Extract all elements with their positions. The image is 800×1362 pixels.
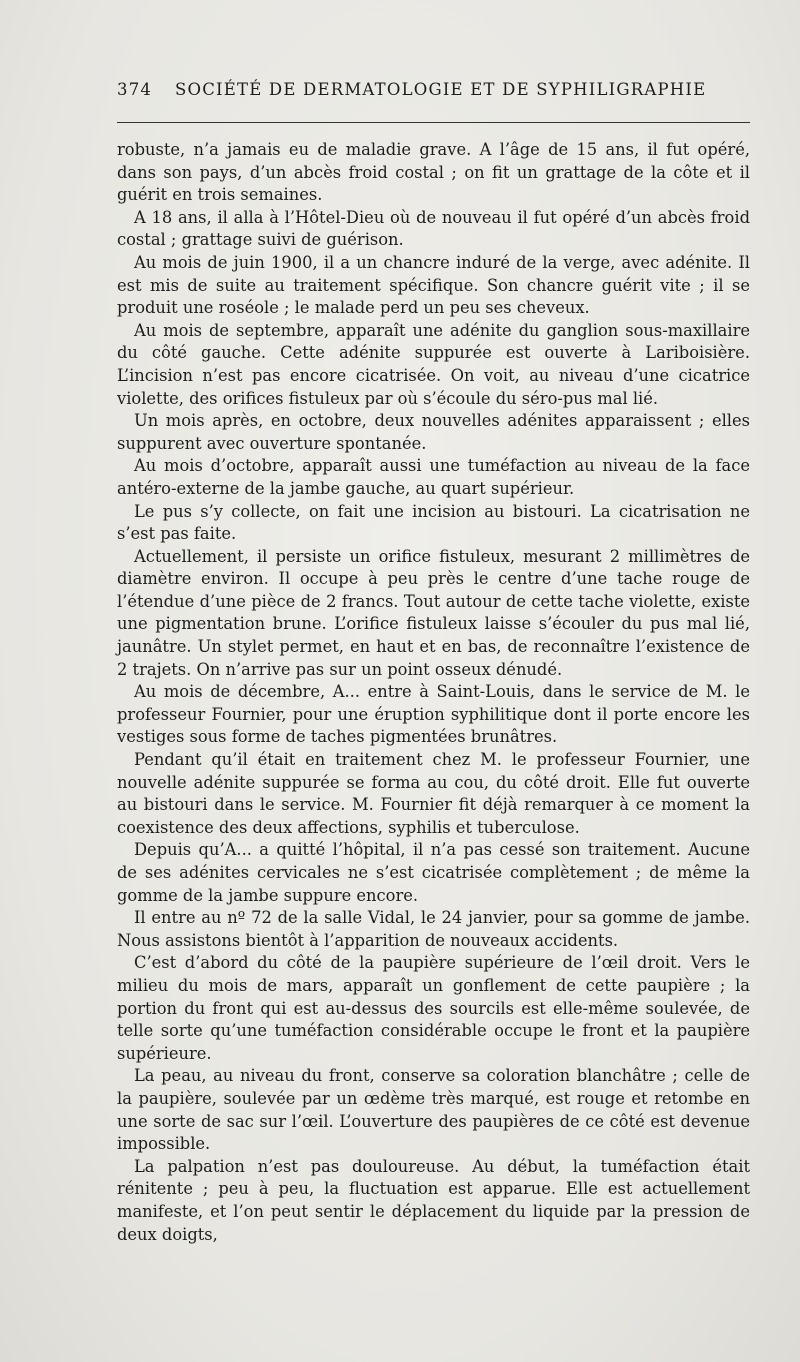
paragraph: Au mois de décembre, A... entre à Saint-Louis, dans le service de M. le professeur Fournier, pour une éruption syphilitique dont il porte encore les vestiges sous forme de taches pigmentées brunâtres. — [117, 682, 750, 747]
paragraph: La peau, au niveau du front, conserve sa coloration blanchâtre ; celle de la paupière, soulevée par un œdème très marqué, est rouge et retombe en une sorte de sac sur l’œil. L’ouverture des paupières de ce côté est devenue impossible. — [117, 1066, 750, 1154]
page-number: 374 — [117, 80, 153, 99]
paragraph: Au mois d’octobre, apparaît aussi une tuméfaction au niveau de la face antéro-externe de la jambe gauche, au quart supérieur. — [117, 456, 750, 498]
paragraph: La palpation n’est pas douloureuse. Au début, la tuméfaction était rénitente ; peu à peu, la fluctuation est apparue. Elle est actuellement manifeste, et l’on peut sentir le déplacement du liquide par la pression de deux doigts, — [117, 1156, 750, 1244]
paragraph: Depuis qu’A... a quitté l’hôpital, il n’a pas cessé son traitement. Aucune de ses adénites cervicales ne s’est cicatrisée complètement ; de même la gomme de la jambe suppure encore. — [117, 840, 750, 905]
paragraph: C’est d’abord du côté de la paupière supérieure de l’œil droit. Vers le milieu du mois de mars, apparaît un gonflement de cette paupière ; la portion du front qui est au-dessus des sourcils est elle-même soulevée, de telle sorte qu’une tuméfaction considérable occupe le front et la paupière supérieure. — [117, 953, 750, 1063]
paragraph: Le pus s’y collecte, on fait une incision au bistouri. La cicatrisation ne s’est pas faite. — [117, 501, 750, 544]
paragraph: Il entre au nº 72 de la salle Vidal, le 24 janvier, pour sa gomme de jambe. Nous assistons bientôt à l’apparition de nouveaux accidents. — [117, 908, 750, 950]
body-text — [117, 139, 750, 1246]
running-title: SOCIÉTÉ DE DERMATOLOGIE ET DE SYPHILIGRAPHIE — [175, 80, 707, 99]
page-header — [117, 80, 750, 104]
header-rule — [117, 122, 750, 123]
paragraph: Pendant qu’il était en traitement chez M. le professeur Fournier, une nouvelle adénite suppurée se forma au cou, du côté droit. Elle fut ouverte au bistouri dans le service. M. Fournier fit déjà remarquer à ce moment la coexistence des deux affections, syphilis et tuberculose. — [117, 750, 750, 837]
paragraph: Un mois après, en octobre, deux nouvelles adénites apparaissent ; elles suppurent avec ouverture spontanée. — [117, 411, 750, 453]
paragraph: Actuellement, il persiste un orifice fistuleux, mesurant 2 millimètres de diamètre environ. Il occupe à peu près le centre d’une tache rouge de l’étendue d’une pièce de 2 francs. Tout autour de cette tache violette, existe une pigmentation brune. L’orifice fistuleux laisse s’écouler du pus mal lié, jaunâtre. Un stylet permet, en haut et en bas, de reconnaître l’existence de 2 trajets. On n’arrive pas sur un point osseux dénudé. — [117, 546, 750, 679]
paragraph: robuste, n’a jamais eu de maladie grave. A l’âge de 15 ans, il fut opéré, dans son pays, d’un abcès froid costal ; on fit un grattage de la côte et il guérit en trois semaines. — [117, 140, 750, 205]
paragraph: A 18 ans, il alla à l’Hôtel-Dieu où de nouveau il fut opéré d’un abcès froid costal ; grattage suivi de guérison. — [117, 207, 750, 250]
paragraph: Au mois de septembre, apparaît une adénite du ganglion sous-maxillaire du côté gauche. Cette adénite suppurée est ouverte à Lariboisière. L’incision n’est pas encore cicatrisée. On voit, au niveau d’une cicatrice violette, des orifices fistuleux par où s’écoule du séro-pus mal lié. — [117, 320, 750, 408]
paragraph: Au mois de juin 1900, il a un chancre induré de la verge, avec adénite. Il est mis de suite au traitement spécifique. Son chancre guérit vite ; il se produit une roséole ; le malade perd un peu ses cheveux. — [117, 252, 750, 318]
